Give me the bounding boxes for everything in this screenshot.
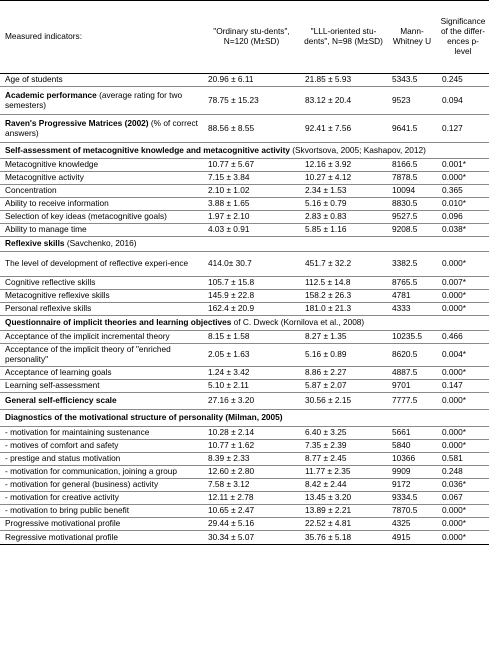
- mann-whitney-u: 9909: [387, 466, 437, 479]
- mann-whitney-u: 9641.5: [387, 115, 437, 143]
- p-level: 0.248: [437, 466, 489, 479]
- mann-whitney-u: 5840: [387, 440, 437, 453]
- table-row: [0, 531, 489, 545]
- indicator-cell: [0, 466, 203, 479]
- table-row: [0, 172, 489, 185]
- ordinary-value: 145.9 ± 22.8: [203, 290, 300, 303]
- header-lll-students: "LLL-oriented stu-dents", N=98 (M±SD): [304, 26, 383, 46]
- header-mann-whitney: Mann-Whitney U: [392, 26, 432, 46]
- indicator-cell: [0, 185, 203, 198]
- ordinary-value: 78.75 ± 15.23: [203, 87, 300, 115]
- p-level: 0.067: [437, 492, 489, 505]
- lll-value: 8.77 ± 2.45: [300, 453, 387, 466]
- p-level: 0.094: [437, 87, 489, 115]
- section-title-source: (Skvortsova, 2005; Kashapov, 2012): [289, 144, 426, 155]
- p-level: 0.000*: [437, 290, 489, 303]
- p-level: 0.096: [437, 211, 489, 224]
- p-level: 0.127: [437, 115, 489, 143]
- p-level: 0.000*: [437, 303, 489, 316]
- indicator-cell: [0, 505, 203, 518]
- lll-value: 5.16 ± 0.79: [300, 198, 387, 211]
- mann-whitney-u: 8620.5: [387, 344, 437, 367]
- indicator-label: - motivation for general (business) activity: [5, 479, 159, 490]
- section-title: [0, 316, 489, 331]
- header-significance: Significance of the differ-ences p-level: [440, 16, 486, 56]
- indicator-cell: [0, 518, 203, 531]
- ordinary-value: 30.34 ± 5.07: [203, 531, 300, 545]
- ordinary-value: 7.58 ± 3.12: [203, 479, 300, 492]
- ordinary-value: 29.44 ± 5.16: [203, 518, 300, 531]
- section-title-bold: Reflexive skills: [5, 238, 65, 249]
- indicator-cell: [0, 198, 203, 211]
- ordinary-value: 88.56 ± 8.55: [203, 115, 300, 143]
- indicator-cell: [0, 344, 203, 367]
- indicator-label: - motivation for creative activity: [5, 492, 119, 503]
- ordinary-value: 5.10 ± 2.11: [203, 380, 300, 393]
- indicator-cell: [0, 74, 203, 87]
- table-row: [0, 252, 489, 277]
- mann-whitney-u: 4915: [387, 531, 437, 545]
- p-level: 0.036*: [437, 479, 489, 492]
- table-row: [0, 380, 489, 393]
- table-row: [0, 159, 489, 172]
- p-level: 0.581: [437, 453, 489, 466]
- section-title-bold: Diagnostics of the motivational structure of personality (Milman, 2005): [5, 412, 283, 423]
- indicator-label-bold: Academic performance: [5, 89, 97, 100]
- mann-whitney-u: 5343.5: [387, 74, 437, 87]
- indicator-label: Cognitive reflective skills: [5, 277, 96, 288]
- indicator-cell: [0, 172, 203, 185]
- section-title: [0, 410, 489, 427]
- mann-whitney-u: 9172: [387, 479, 437, 492]
- table-row: [0, 331, 489, 344]
- mann-whitney-u: 5661: [387, 427, 437, 440]
- section-row: [0, 410, 489, 427]
- mann-whitney-u: 8830.5: [387, 198, 437, 211]
- indicator-label: Metacognitive activity: [5, 172, 84, 183]
- ordinary-value: 7.15 ± 3.84: [203, 172, 300, 185]
- indicator-cell: [0, 224, 203, 237]
- ordinary-value: 20.96 ± 6.11: [203, 74, 300, 87]
- lll-value: 5.87 ± 2.07: [300, 380, 387, 393]
- mann-whitney-u: 10366: [387, 453, 437, 466]
- indicator-label: Metacognitive reflexive skills: [5, 290, 110, 301]
- mann-whitney-u: 3382.5: [387, 252, 437, 277]
- indicator-label: - motivation for communication, joining a group: [5, 466, 178, 477]
- mann-whitney-u: 9334.5: [387, 492, 437, 505]
- lll-value: 5.85 ± 1.16: [300, 224, 387, 237]
- mann-whitney-u: 10235.5: [387, 331, 437, 344]
- table-row: [0, 74, 489, 87]
- indicator-label: - motives of comfort and safety: [5, 440, 119, 451]
- mann-whitney-u: 4887.5: [387, 367, 437, 380]
- indicator-label: Acceptance of the implicit theory of "enriched personality": [5, 344, 171, 364]
- table-row: [0, 453, 489, 466]
- indicator-cell: [0, 393, 203, 410]
- p-level: 0.000*: [437, 505, 489, 518]
- table-row: [0, 518, 489, 531]
- indicator-cell: [0, 211, 203, 224]
- indicator-cell: [0, 303, 203, 316]
- indicator-label: Metacognitive knowledge: [5, 159, 99, 170]
- ordinary-value: 2.10 ± 1.02: [203, 185, 300, 198]
- table-row: [0, 277, 489, 290]
- table-row: [0, 224, 489, 237]
- indicator-cell: [0, 367, 203, 380]
- lll-value: 92.41 ± 7.56: [300, 115, 387, 143]
- ordinary-value: 10.28 ± 2.14: [203, 427, 300, 440]
- p-level: 0.038*: [437, 224, 489, 237]
- indicator-cell: [0, 453, 203, 466]
- lll-value: 8.42 ± 2.44: [300, 479, 387, 492]
- lll-value: 22.52 ± 4.81: [300, 518, 387, 531]
- indicator-cell: [0, 252, 203, 277]
- lll-value: 2.34 ± 1.53: [300, 185, 387, 198]
- p-level: 0.004*: [437, 344, 489, 367]
- table-row: [0, 185, 489, 198]
- ordinary-value: 1.97 ± 2.10: [203, 211, 300, 224]
- section-title-bold: Questionnaire of implicit theories and learning objectives: [5, 317, 232, 328]
- lll-value: 10.27 ± 4.12: [300, 172, 387, 185]
- table-row: [0, 393, 489, 410]
- indicator-label-bold: Raven's Progressive Matrices (2002): [5, 117, 149, 128]
- table-row: [0, 303, 489, 316]
- lll-value: 5.16 ± 0.89: [300, 344, 387, 367]
- section-title: [0, 143, 489, 159]
- lll-value: 8.27 ± 1.35: [300, 331, 387, 344]
- mann-whitney-u: 8765.5: [387, 277, 437, 290]
- p-level: 0.000*: [437, 393, 489, 410]
- table-header-row: [0, 1, 489, 74]
- indicator-label: - motivation for maintaining sustenance: [5, 427, 150, 438]
- ordinary-value: 1.24 ± 3.42: [203, 367, 300, 380]
- ordinary-value: 10.65 ± 2.47: [203, 505, 300, 518]
- ordinary-value: 414.0± 30.7: [203, 252, 300, 277]
- table-row: [0, 427, 489, 440]
- header-ordinary-students: "Ordinary stu-dents", N=120 (M±SD): [213, 26, 290, 46]
- lll-value: 13.45 ± 3.20: [300, 492, 387, 505]
- table-row: [0, 87, 489, 115]
- indicator-cell: [0, 331, 203, 344]
- indicator-cell: [0, 531, 203, 545]
- section-title-bold: Self-assessment of metacognitive knowledge and metacognitive activity: [5, 144, 290, 155]
- indicator-label: Acceptance of the implicit incremental theory: [5, 331, 170, 342]
- p-level: 0.001*: [437, 159, 489, 172]
- mann-whitney-u: 9208.5: [387, 224, 437, 237]
- table-row: [0, 344, 489, 367]
- indicator-cell: [0, 427, 203, 440]
- mann-whitney-u: 7870.5: [387, 505, 437, 518]
- table-row: [0, 198, 489, 211]
- lll-value: 7.35 ± 2.39: [300, 440, 387, 453]
- p-level: 0.466: [437, 331, 489, 344]
- p-level: 0.000*: [437, 531, 489, 545]
- lll-value: 112.5 ± 14.8: [300, 277, 387, 290]
- indicator-label-bold: General self-efficiency scale: [5, 395, 117, 406]
- indicator-cell: [0, 492, 203, 505]
- indicator-label: Regressive motivational profile: [5, 531, 118, 542]
- table-row: [0, 479, 489, 492]
- table-row: [0, 290, 489, 303]
- indicator-label: Selection of key ideas (metacognitive goals): [5, 211, 167, 222]
- ordinary-value: 162.4 ± 20.9: [203, 303, 300, 316]
- section-row: [0, 237, 489, 252]
- indicator-label: Concentration: [5, 185, 57, 196]
- ordinary-value: 12.11 ± 2.78: [203, 492, 300, 505]
- table-row: [0, 492, 489, 505]
- ordinary-value: 8.39 ± 2.33: [203, 453, 300, 466]
- ordinary-value: 10.77 ± 5.67: [203, 159, 300, 172]
- p-level: 0.000*: [437, 252, 489, 277]
- ordinary-value: 105.7 ± 15.8: [203, 277, 300, 290]
- header-measured-indicators: Measured indicators:: [5, 31, 83, 42]
- table-row: [0, 466, 489, 479]
- indicator-label: - motivation to bring public benefit: [5, 505, 130, 516]
- p-level: 0.147: [437, 380, 489, 393]
- lll-value: 11.77 ± 2.35: [300, 466, 387, 479]
- table-body: [0, 74, 489, 545]
- indicator-label: Ability to receive information: [5, 198, 109, 209]
- lll-value: 83.12 ± 20.4: [300, 87, 387, 115]
- p-level: 0.007*: [437, 277, 489, 290]
- indicator-cell: [0, 115, 203, 143]
- p-level: 0.010*: [437, 198, 489, 211]
- p-level: 0.000*: [437, 440, 489, 453]
- indicator-label: (average rating for two semesters): [5, 89, 183, 110]
- p-level: 0.365: [437, 185, 489, 198]
- lll-value: 12.16 ± 3.92: [300, 159, 387, 172]
- indicator-label: Age of students: [5, 74, 63, 85]
- ordinary-value: 27.16 ± 3.20: [203, 393, 300, 410]
- ordinary-value: 2.05 ± 1.63: [203, 344, 300, 367]
- indicator-label: Progressive motivational profile: [5, 518, 121, 529]
- ordinary-value: 12.60 ± 2.80: [203, 466, 300, 479]
- mann-whitney-u: 7777.5: [387, 393, 437, 410]
- indicator-label: The level of development of reflective experi-ence: [5, 258, 189, 269]
- section-row: [0, 143, 489, 159]
- lll-value: 35.76 ± 5.18: [300, 531, 387, 545]
- lll-value: 8.86 ± 2.27: [300, 367, 387, 380]
- p-level: 0.000*: [437, 172, 489, 185]
- mann-whitney-u: 9523: [387, 87, 437, 115]
- section-row: [0, 316, 489, 331]
- ordinary-value: 3.88 ± 1.65: [203, 198, 300, 211]
- indicator-label: Personal reflexive skills: [5, 303, 92, 314]
- lll-value: 451.7 ± 32.2: [300, 252, 387, 277]
- indicator-cell: [0, 277, 203, 290]
- ordinary-value: 4.03 ± 0.91: [203, 224, 300, 237]
- section-title-source: of C. Dweck (Kornilova et al., 2008): [231, 317, 365, 328]
- mann-whitney-u: 4333: [387, 303, 437, 316]
- section-title-source: (Savchenko, 2016): [64, 238, 137, 249]
- indicator-label: Ability to manage time: [5, 224, 87, 235]
- lll-value: 13.89 ± 2.21: [300, 505, 387, 518]
- mann-whitney-u: 4325: [387, 518, 437, 531]
- lll-value: 21.85 ± 5.93: [300, 74, 387, 87]
- indicator-label: Acceptance of learning goals: [5, 367, 112, 378]
- p-level: 0.245: [437, 74, 489, 87]
- lll-value: 2.83 ± 0.83: [300, 211, 387, 224]
- mann-whitney-u: 8166.5: [387, 159, 437, 172]
- p-level: 0.000*: [437, 427, 489, 440]
- indicator-label: - prestige and status motivation: [5, 453, 121, 464]
- indicator-cell: [0, 440, 203, 453]
- mann-whitney-u: 9527.5: [387, 211, 437, 224]
- ordinary-value: 10.77 ± 1.62: [203, 440, 300, 453]
- indicator-cell: [0, 159, 203, 172]
- table-row: [0, 367, 489, 380]
- mann-whitney-u: 10094: [387, 185, 437, 198]
- indicator-label: Learning self-assessment: [5, 380, 100, 391]
- lll-value: 158.2 ± 26.3: [300, 290, 387, 303]
- table-row: [0, 440, 489, 453]
- section-title: [0, 237, 489, 252]
- indicator-cell: [0, 380, 203, 393]
- indicator-cell: [0, 479, 203, 492]
- lll-value: 6.40 ± 3.25: [300, 427, 387, 440]
- indicator-label: (% of correct answers): [5, 117, 198, 138]
- indicator-cell: [0, 290, 203, 303]
- indicator-cell: [0, 87, 203, 115]
- lll-value: 181.0 ± 21.3: [300, 303, 387, 316]
- ordinary-value: 8.15 ± 1.58: [203, 331, 300, 344]
- mann-whitney-u: 4781: [387, 290, 437, 303]
- table-row: [0, 115, 489, 143]
- table-row: [0, 211, 489, 224]
- mann-whitney-u: 7878.5: [387, 172, 437, 185]
- table-row: [0, 505, 489, 518]
- mann-whitney-u: 9701: [387, 380, 437, 393]
- p-level: 0.000*: [437, 518, 489, 531]
- p-level: 0.000*: [437, 367, 489, 380]
- lll-value: 30.56 ± 2.15: [300, 393, 387, 410]
